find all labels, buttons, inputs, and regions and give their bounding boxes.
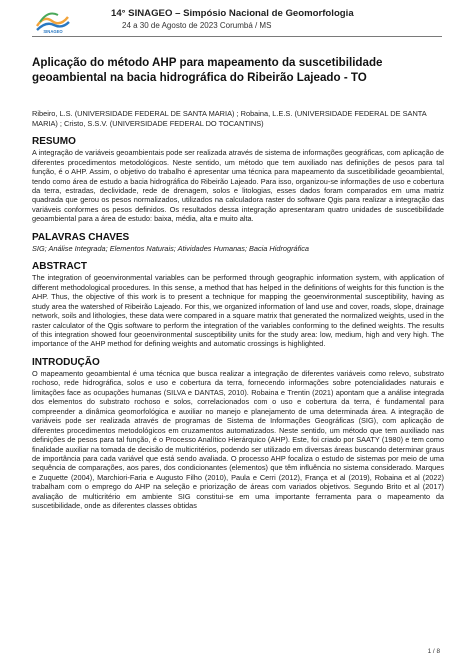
abstract-text: The integration of geoenvironmental variables can be performed through geographic information system, with application of different methodological procedures. In this sense, a method that has helped in the definitions of weights for this function is the AHP. Thus, the objective of this work is to present a technique for mapping the geoenvironmental susceptibility, having as study area the watershed of Ribeirão Lajeado. For this, we organized information of land use and cover, roads, slope, drainage network, soils and lithologies, these data were compared in a square matrix that generated the normalized weights, used in the raster calculator of the Qgis software to perform the integration of the variables conforming to the defined weights. The results of this integration showed four geoenvironmental susceptibility units for the study area: low, medium, high and very high. The importance of the AHP method for defining weights and automatic crossings is highlighted. xyxy=(32,273,444,349)
resumo-text: A integração de variáveis geoambientais pode ser realizada através de sistema de informações geográficas, com aplicação de diferentes procedimentos metodológicos. Neste sentido, um método que tem auxiliado nas definições de pesos para tal função, é o AHP. Assim, o objetivo do trabalho é apresentar uma técnica para mapeamento da suscetibilidade geoambiental, tendo como área de estudo a bacia hidrográfica do Ribeirão Lajeado. Para isso, organizou-se informações de uso e cobertura da terra, estradas, declividade, rede de drenagem, solos e litologias, esses dados foram comparados em uma matriz quadrada que gerou os pesos normalizados, utilizados na calculadora raster do software Qgis para realizar a integração das variáveis conformes os pesos definidos. Os resultados dessa integração apresentaram quatro unidades de suscetibilidade geoambiental para a área de estudo: baixa, média, alta e muito alta. xyxy=(32,148,444,224)
paper-content xyxy=(32,56,444,511)
paper-authors: Ribeiro, L.S. (UNIVERSIDADE FEDERAL DE SANTA MARIA) ; Robaina, L.E.S. (UNIVERSIDADE FEDERAL DE SANTA MARIA) ; Cristo, S.S.V. (UNIVERSIDADE FEDERAL DO TOCANTINS) xyxy=(32,109,427,128)
abstract-heading: ABSTRACT xyxy=(32,261,87,273)
keywords-heading: PALAVRAS CHAVES xyxy=(32,231,130,243)
paper-title: Aplicação do método AHP para mapeamento da suscetibilidade geoambiental na bacia hidrográfica do Ribeirão Lajeado - TO xyxy=(32,56,383,84)
page-number: 1 / 8 xyxy=(427,648,440,655)
introducao-heading: INTRODUÇÃO xyxy=(32,356,100,368)
introducao-text: O mapeamento geoambiental é uma técnica que busca realizar a integração de diferentes variáveis como relevo, substrato rochoso, rede hidrográfica, solos e uso e cobertura da terra, fornecendo informações sobre potencialidades naturais e limitações face as ocupações humanas (SILVA e DANTAS, 2010). Robaina e Trentin (2021) apontam que a análise integrada dos elementos do substrato rochoso e solos, correlacionados com o uso e cobertura da terra, é fundamental para compreender a dinâmica geomorfológica e auxiliar no manejo e planejamento de uma determinada área. A integração de variáveis pode ser realizada através de programas de Sistema de Informações Geográficas (SIG), com aplicação de diferentes procedimentos metodológicos em cruzamentos automatizados. Neste sentido, um método que tem auxiliado nas definições de pesos para tal função, é o Processo Analítico Hierárquico (AHP). Este, foi criado por SAATY (1980) e tem como finalidade auxiliar na tomada de decisão de multicritérios, podendo ser utilizado em diversas áreas buscando determinar graus de importância para cada variável que está sendo avaliada. O processo AHP focaliza o estudo de sistemas por meio de uma sequência de comparações, aos pares, dos condicionantes (elementos) que têm influência no sistema considerado. Marques e Zuquette (2004), Marchiori-Faria e Augusto Filho (2010), Paula e Cerri (2012), França et al (2019), Robaina et al (2022) trabalham com o emprego do AHP na seleção e priorização de áreas com variados objetivos. Segundo Brito et al (2017) avaliação de multicritério em ambiente SIG constitui-se em uma importante ferramenta para o mapeamento da suscetibilidade, onde as diferentes classes obtidas xyxy=(32,368,444,511)
sinageo-logo xyxy=(34,6,72,34)
page-header xyxy=(0,0,474,40)
conference-title: 14° SINAGEO – Simpósio Nacional de Geomorfologia xyxy=(111,8,354,19)
resumo-heading: RESUMO xyxy=(32,136,76,148)
keywords-text: SIG; Análise Integrada; Elementos Naturais; Atividades Humanas; Bacia Hidrográfica xyxy=(32,243,310,253)
header-divider xyxy=(32,36,442,37)
logo-text: SINAGEO xyxy=(43,29,63,34)
conference-date: 24 a 30 de Agosto de 2023 Corumbá / MS xyxy=(122,21,272,30)
